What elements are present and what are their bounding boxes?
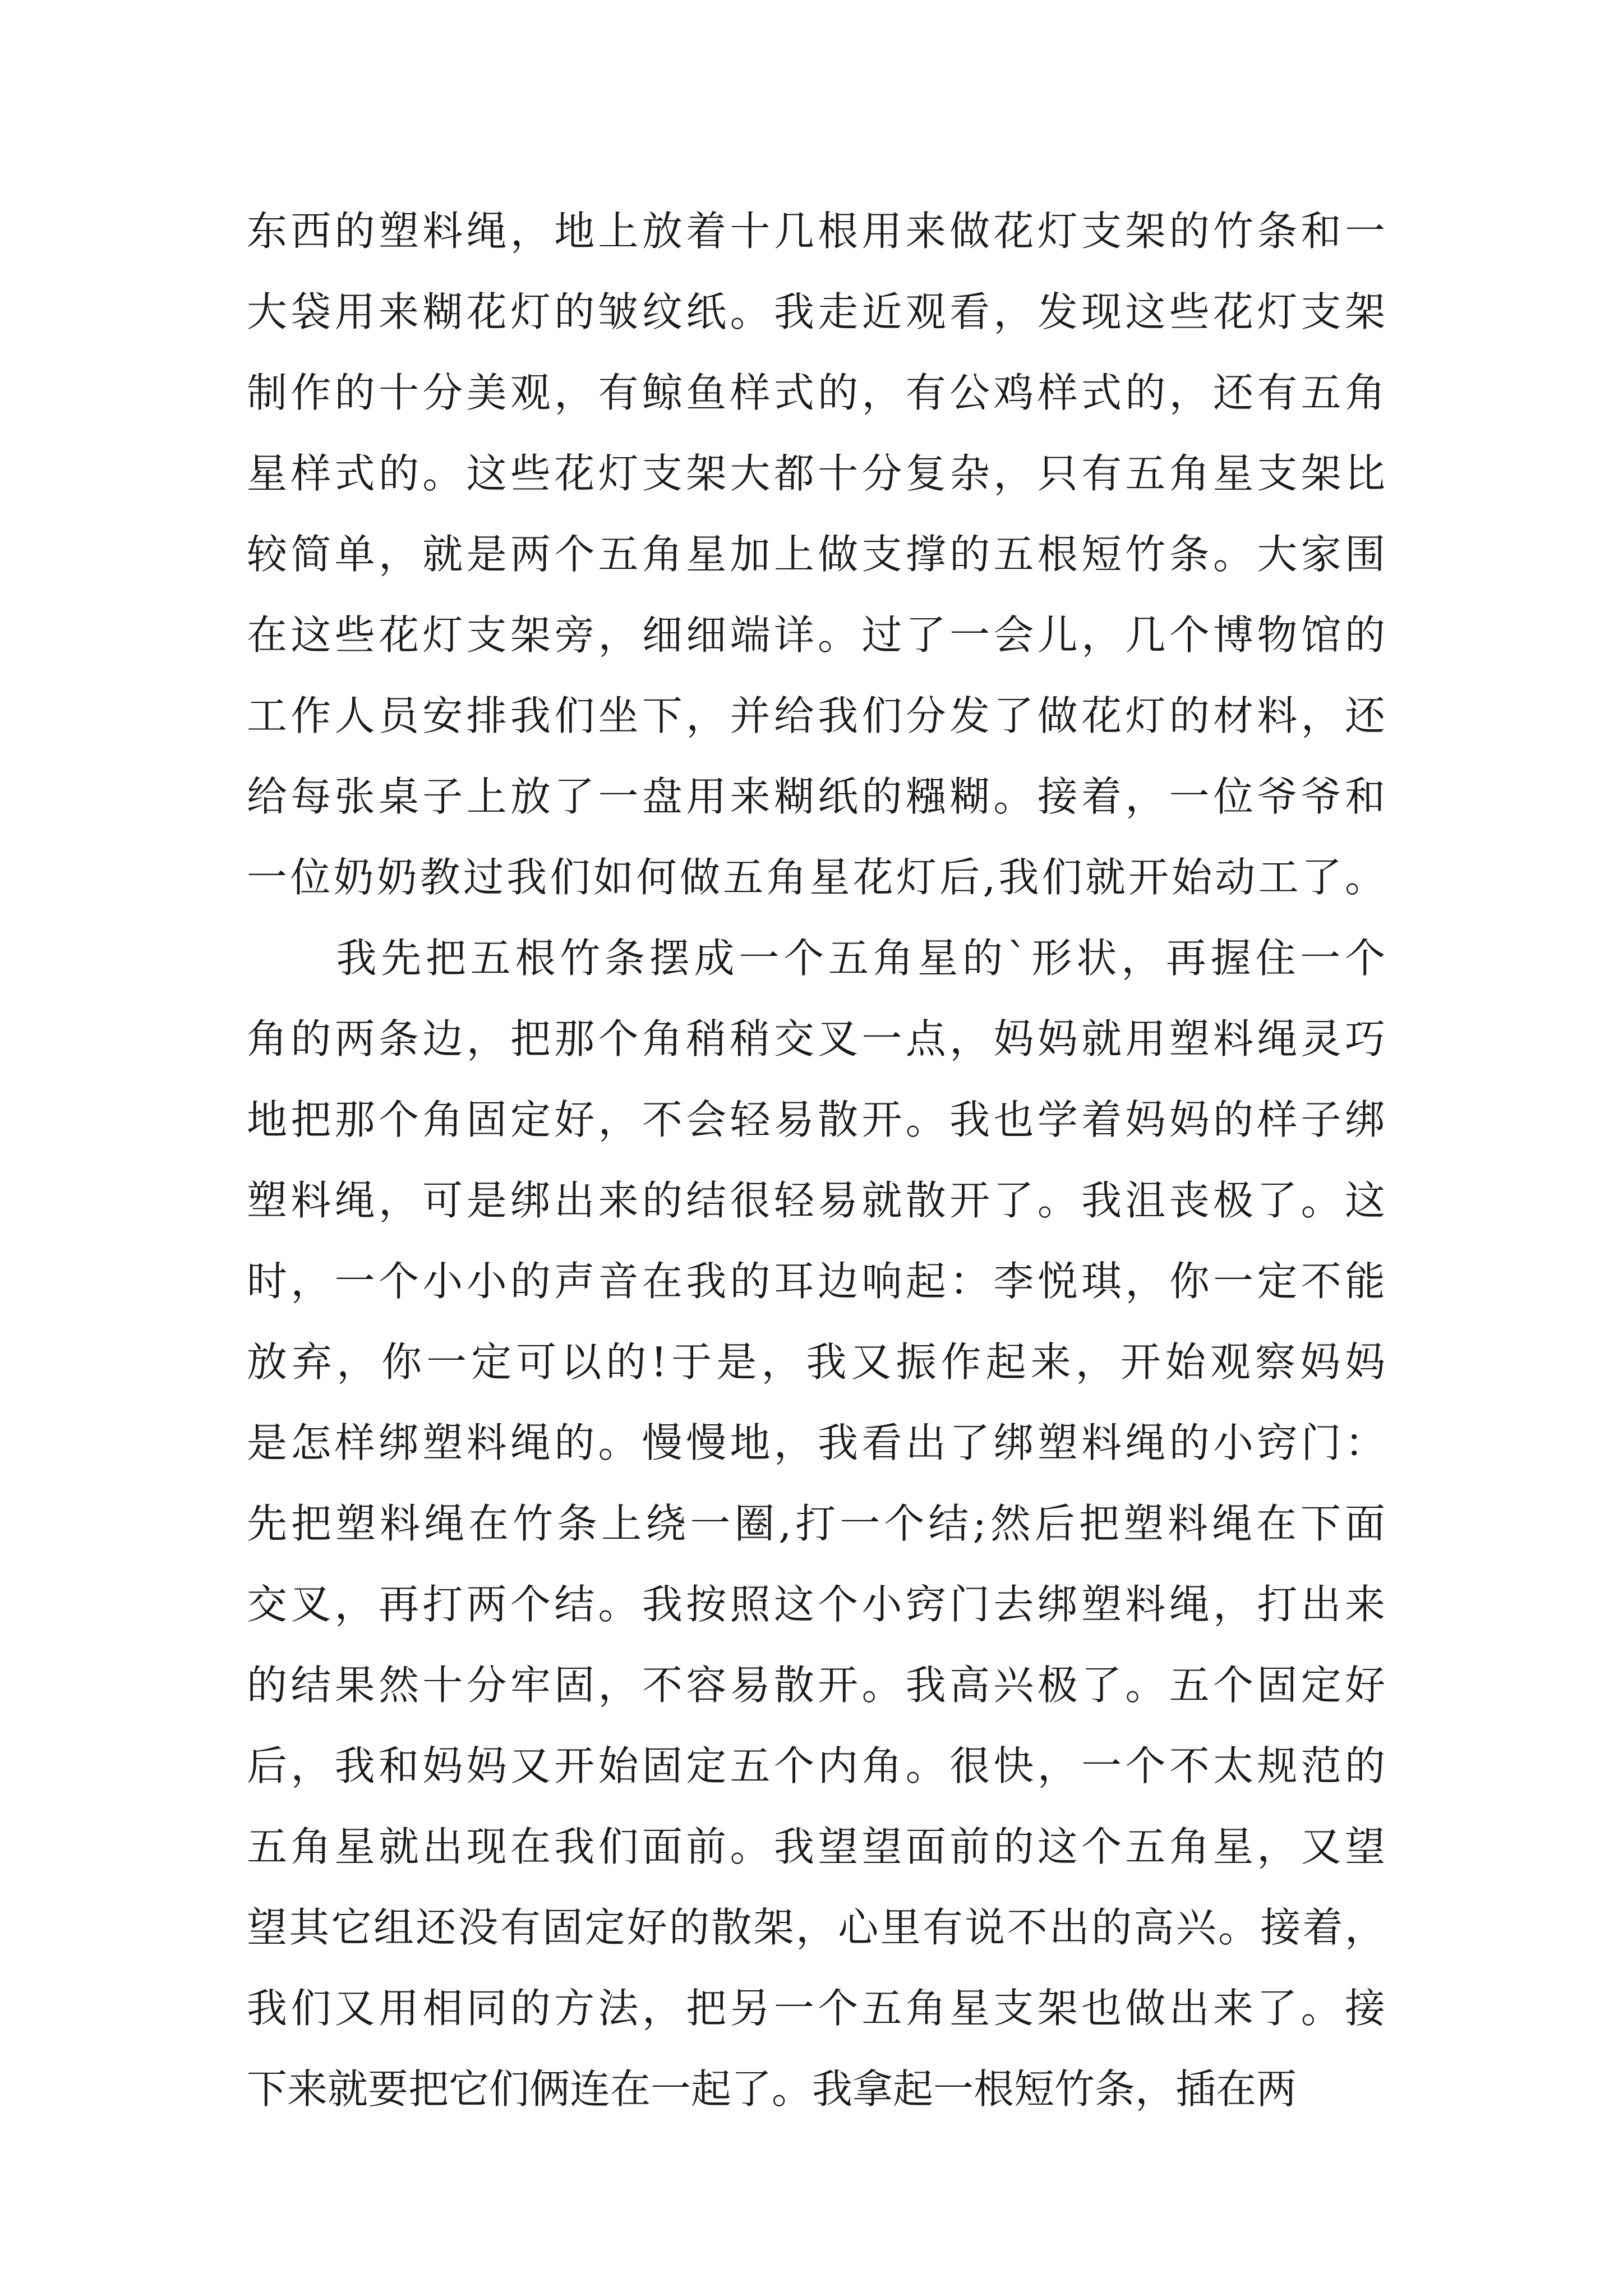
text-line: 的结果然十分牢固，不容易散开。我高兴极了。五个固定好 xyxy=(247,1662,1385,1709)
text-line: 我先把五根竹条摆成一个五角星的`形状，再握住一个 xyxy=(247,935,1385,982)
text-line: 先把塑料绳在竹条上绕一圈,打一个结;然后把塑料绳在下面 xyxy=(247,1500,1385,1547)
text-line: 东西的塑料绳，地上放着十几根用来做花灯支架的竹条和一 xyxy=(247,208,1385,255)
text-line: 塑料绳，可是绑出来的结很轻易就散开了。我沮丧极了。这 xyxy=(247,1177,1385,1224)
text-line: 星样式的。这些花灯支架大都十分复杂，只有五角星支架比 xyxy=(247,450,1385,497)
text-line: 交叉，再打两个结。我按照这个小窍门去绑塑料绳，打出来 xyxy=(247,1581,1385,1628)
text-line: 制作的十分美观，有鲸鱼样式的，有公鸡样式的，还有五角 xyxy=(247,369,1385,416)
text-line: 放弃，你一定可以的!于是，我又振作起来，开始观察妈妈 xyxy=(247,1338,1385,1386)
text-line: 角的两条边，把那个角稍稍交叉一点，妈妈就用塑料绳灵巧 xyxy=(247,1015,1385,1062)
text-line: 工作人员安排我们坐下，并给我们分发了做花灯的材料，还 xyxy=(247,692,1385,739)
body-text xyxy=(247,191,1385,2129)
text-line: 是怎样绑塑料绳的。慢慢地，我看出了绑塑料绳的小窍门： xyxy=(247,1419,1385,1466)
text-line: 时，一个小小的声音在我的耳边响起：李悦琪，你一定不能 xyxy=(247,1258,1385,1305)
text-line: 一位奶奶教过我们如何做五角星花灯后,我们就开始动工了。 xyxy=(247,854,1385,901)
text-line: 给每张桌子上放了一盘用来糊纸的糨糊。接着，一位爷爷和 xyxy=(247,773,1385,820)
text-line: 下来就要把它们俩连在一起了。我拿起一根短竹条，插在两 xyxy=(247,2065,1297,2113)
text-line: 大袋用来糊花灯的皱纹纸。我走近观看，发现这些花灯支架 xyxy=(247,288,1385,335)
text-line: 较简单，就是两个五角星加上做支撑的五根短竹条。大家围 xyxy=(247,531,1385,578)
text-line: 望其它组还没有固定好的散架，心里有说不出的高兴。接着， xyxy=(247,1904,1385,1951)
text-line: 五角星就出现在我们面前。我望望面前的这个五角星，又望 xyxy=(247,1823,1385,1870)
text-line: 地把那个角固定好，不会轻易散开。我也学着妈妈的样子绑 xyxy=(247,1096,1385,1143)
text-line: 我们又用相同的方法，把另一个五角星支架也做出来了。接 xyxy=(247,1985,1385,2032)
text-line: 在这些花灯支架旁，细细端详。过了一会儿，几个博物馆的 xyxy=(247,611,1385,659)
text-line: 后，我和妈妈又开始固定五个内角。很快，一个不太规范的 xyxy=(247,1742,1385,1789)
